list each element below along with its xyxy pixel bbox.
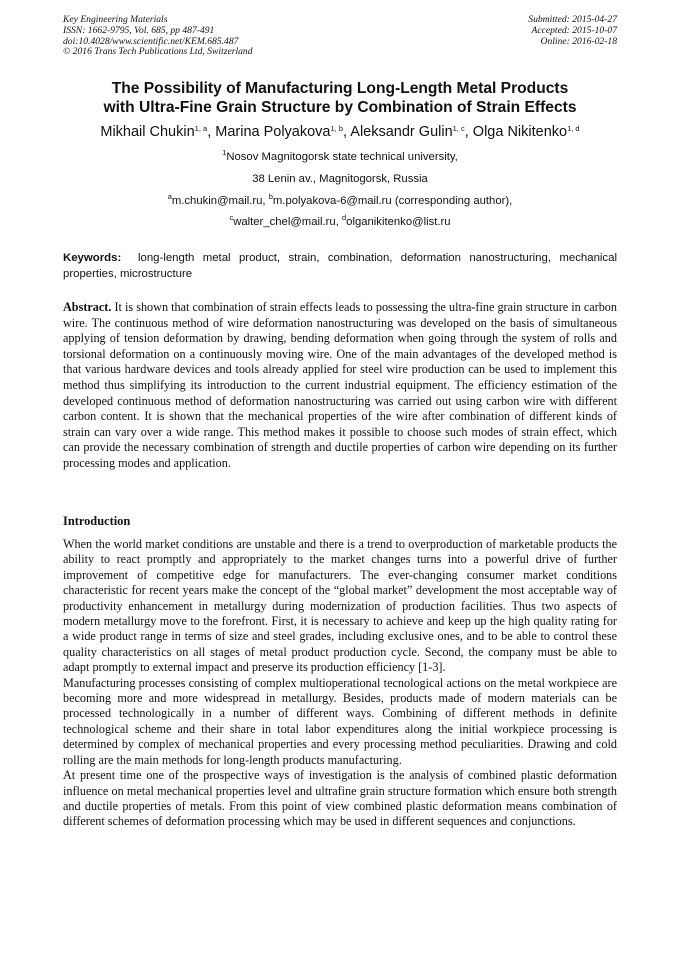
journal-name: Key Engineering Materials <box>63 14 168 25</box>
copyright-line: © 2016 Trans Tech Publications Ltd, Switzerland <box>63 46 253 58</box>
email-address: walter_chel@mail.ru, <box>233 216 342 228</box>
submitted-date: Submitted: 2015-04-27 <box>528 14 617 25</box>
intro-paragraph: Manufacturing processes consisting of complex multioperational tecnological actions on the metal workpiece are becoming more and more widespread in metallurgy. Besides, products made of modern materials can be processed technologically in a number of different ways. Combining of different methods in definite technological scheme and their share in total labor expenditures along the initial workpiece processing is determined by complex of mechanical properties and every processing method peculiarities. Drawing and cold rolling are the main methods for long-length products manufacturing. <box>63 675 617 767</box>
abstract-text: It is shown that combination of strain effects leads to possessing the ultra-fine grain structure in carbon wire. The continuous method of wire deformation nanostructuring was developed on the basis of simultaneous applying of tension deformation by drawing, bending deformation when going through the system of rolls and torsional deformation on a continuously moving wire. One of the main advantages of the developed method is that various hardware devices and tools already applied for steel wire production can be used to implement this method thus simplifying its introduction to the current industrial equipment. The efficiency estimation of the developed continuous method of deformation nanostructuring was carried out using carbon wire with different carbon content. It is shown that the mechanical properties of the wire after combination of different kinds of strain can vary over a wide range. This method makes it possible to choose such modes of strain effect, which can provide the necessary combination of strength and ductile properties of carbon wire depending on its further processing modes and application. <box>63 300 617 470</box>
author-name: Marina Polyakova <box>215 124 331 140</box>
journal-info <box>63 15 253 58</box>
author-name: Olga Nikitenko <box>472 124 568 140</box>
abstract-label: Abstract. <box>63 300 112 314</box>
abstract-block <box>63 300 617 472</box>
author-name: Aleksandr Gulin <box>350 124 453 140</box>
email-line-1 <box>63 194 617 208</box>
keywords-label: Keywords: <box>63 252 122 264</box>
introduction-body <box>63 537 617 830</box>
email-address: olganikitenko@list.ru <box>346 216 451 228</box>
issn-line: ISSN: 1662-9795, Vol. 685, pp 487-491 <box>63 24 215 36</box>
institution-name: Nosov Magnitogorsk state technical university, <box>226 151 458 163</box>
email-address: m.polyakova-6@mail.ru (corresponding author), <box>272 195 513 207</box>
author-sup: 1, a <box>194 124 208 133</box>
paper-title <box>63 80 617 117</box>
email-line-2 <box>63 215 617 229</box>
email-sup: d <box>341 213 347 222</box>
title-line-2: with Ultra-Fine Grain Structure by Combination of Strain Effects <box>103 98 577 116</box>
title-line-1: The Possibility of Manufacturing Long-Length Metal Products <box>111 80 569 97</box>
author-sup: 1, d <box>567 124 580 133</box>
intro-paragraph: When the world market conditions are unstable and there is a trend to overproduction of marketable products the ability to react promptly and appropriately to the market changes turns into a powerful drive of further improvement of competitive edge for manufacturers. The ever-changing consumer market conditions characteristic for recent years make the concept of the “global market” development the most acceptable way of productivity enhancement in metallurgy during modernization of production facilities. Thus two aspects of modern metallurgy move to the forefront. First, it is necessary to achieve and keep up the high quality rating for a wide product range in terms of size and steel grades, including exclusive ones, and to be able to control these quality characteristics on all stages of metal product production cycle. Second, the company must be able to adapt promptly to external impact and preserve its production efficiency [1-3]. <box>63 537 617 675</box>
intro-paragraph: At present time one of the prospective ways of investigation is the analysis of combined plastic deformation influence on metal mechanical properties level and ultrafine grain structure formation which ensure both strength and ductile properties of metals. From this point of view combined plastic deformation means combination of different schemes of deformation processing which may be used in different sequences and conjunctions. <box>63 768 617 829</box>
author-name: Mikhail Chukin <box>100 124 195 140</box>
author-sup: 1, c <box>452 124 465 133</box>
email-sup: c <box>229 213 234 222</box>
accepted-date: Accepted: 2015-10-07 <box>531 24 617 36</box>
author-list: Mikhail Chukin$^{1, a}$, Marina Polyakova$^{1, b}$, Aleksandr Gulin$^{1, c}$, Olga Nikitenko$^{1, d}$ <box>100 124 580 140</box>
author-sup: 1, b <box>330 124 344 133</box>
keywords-block <box>63 250 617 282</box>
submission-dates <box>528 15 617 47</box>
affiliation-institution <box>63 150 617 164</box>
email-address: m.chukin@mail.ru, <box>171 195 269 207</box>
online-date: Online: 2016-02-18 <box>540 35 617 47</box>
affil-sup: 1 <box>222 148 227 157</box>
keywords-text: long-length metal product, strain, combination, deformation nanostructuring, mechanical properties, microstructure <box>63 252 617 280</box>
email-sup: a <box>167 192 172 201</box>
introduction-heading: Introduction <box>63 514 131 528</box>
email-sup: b <box>268 192 273 201</box>
affiliation-address: 38 Lenin av., Magnitogorsk, Russia <box>252 173 428 185</box>
doi-line: doi:10.4028/www.scientific.net/KEM.685.487 <box>63 35 239 47</box>
